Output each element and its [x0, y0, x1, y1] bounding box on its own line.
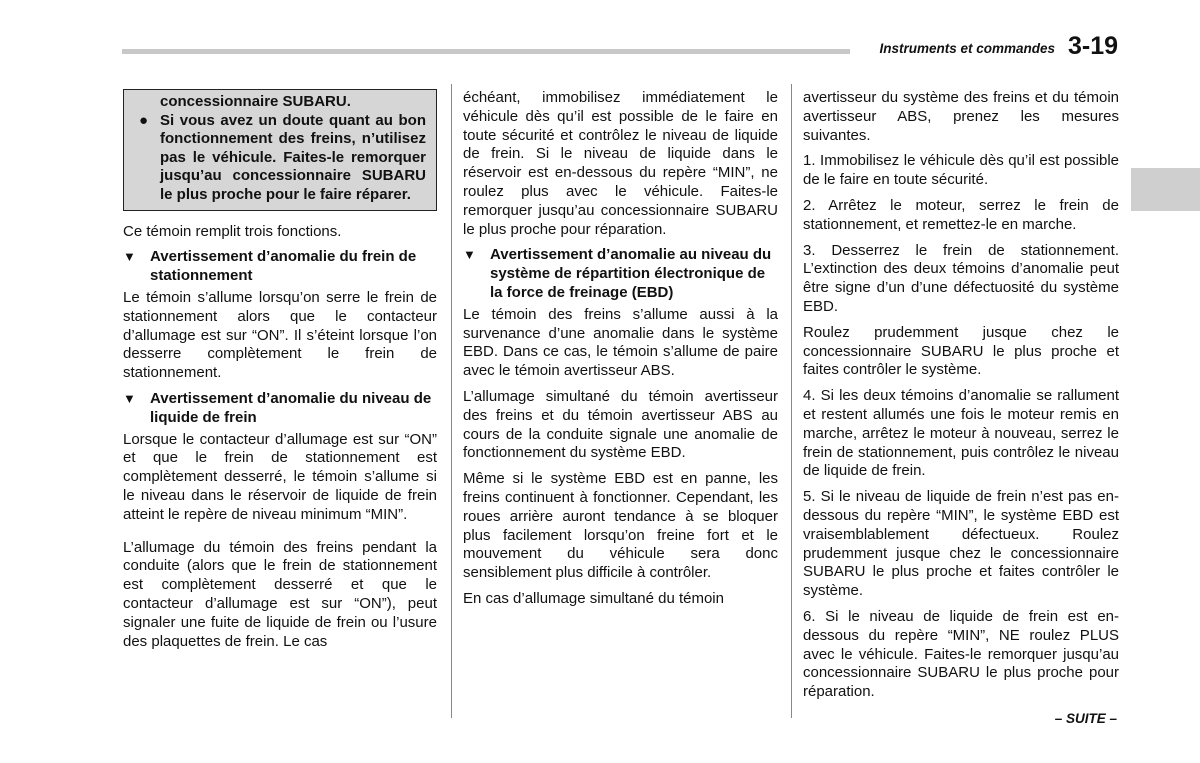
- step-3: 3. Desserrez le frein de stationnement. L’extinction des deux témoins d’anomalie peut être signe d’un d’une défectuosité du système EBD.: [803, 241, 1119, 315]
- heading-text: Avertissement d’anomalie du niveau de liquide de frein: [150, 389, 432, 426]
- column-2: [463, 89, 778, 609]
- paragraph: Lorsque le contacteur d’allumage est sur “ON” et que le frein de stationnement est complètement desserré, le témoin s’allume si le niveau dans le réservoir de liquide de frein atteint le repère de niveau minimum “MIN”.: [123, 430, 437, 523]
- intro-paragraph: Ce témoin remplit trois fonctions.: [123, 222, 342, 240]
- paragraph: L’allumage du témoin des freins pendant la conduite (alors que le frein de stationnement est complètement desserré et que le contacteur d’allumage est sur “ON”), peut signaler une fuite de liquide de frein ou l’usure des plaquettes de frein. Le cas: [123, 538, 437, 650]
- paragraph: Le témoin des freins s’allume aussi à la survenance d’une anomalie dans le système EBD. Dans ce cas, le témoin s’allume de paire avec le témoin avertisseur ABS.: [463, 305, 778, 380]
- heading-text: Avertissement d’anomalie au niveau du système de répartition électronique de la force de freinage (EBD): [490, 246, 772, 301]
- column-3: [803, 89, 1119, 702]
- section-heading: [123, 390, 437, 428]
- column-1: [123, 89, 437, 651]
- page-number: 3-19: [1068, 32, 1119, 60]
- step-6: 6. Si le niveau de liquide de frein est en-dessous du repère “MIN”, NE roulez PLUS avec le véhicule. Faites-le remorquer jusqu’au concessionnaire SUBARU le plus proche pour réparation.: [803, 607, 1119, 701]
- column-divider: [451, 84, 452, 718]
- header-rule: [122, 49, 850, 54]
- step-3-note: Roulez prudemment jusque chez le concessionnaire SUBARU le plus proche et faites contrôler le système.: [803, 323, 1119, 379]
- triangle-icon: ▼: [463, 247, 476, 263]
- column-divider: [791, 84, 792, 718]
- step-1: 1. Immobilisez le véhicule dès qu’il est possible de le faire en toute sécurité.: [803, 152, 1119, 189]
- continued-marker: – SUITE –: [1054, 711, 1117, 726]
- bullet-icon: ●: [139, 111, 149, 129]
- step-4: 4. Si les deux témoins d’anomalie se rallument et restent allumés une fois le moteur remis en marche, arrêtez le moteur à nouveau, serrez le frein de stationnement, puis contrôlez le niveau de liquide de frein.: [803, 387, 1119, 480]
- warning-box: [123, 89, 437, 211]
- paragraph: L’allumage simultané du témoin avertisseur des freins et du témoin avertisseur ABS au cours de la conduite signale une anomalie de fonctionnement du système EBD.: [463, 387, 778, 462]
- chapter-tab: [1131, 168, 1200, 211]
- section-heading: [463, 246, 778, 302]
- triangle-icon: ▼: [123, 249, 136, 265]
- section-heading: [123, 248, 437, 286]
- warning-text: Si vous avez un doute quant au bon fonctionnement des freins, n’utilisez pas le véhicule. Faites-le remorquer jusqu’au concessionnaire SUBARU le plus proche pour le faire réparer.: [160, 111, 426, 203]
- paragraph: échéant, immobilisez immédiatement le véhicule dès qu’il est possible de le faire en toute sécurité et contrôlez le niveau de liquide de frein. Si le niveau de liquide dans le réservoir est en-dessous du repère “MIN”, ne roulez plus avec le véhicule. Faites-le remorquer jusqu’au concessionnaire SUBARU le plus proche pour réparation.: [463, 89, 778, 238]
- paragraph: avertisseur du système des freins et du témoin avertisseur ABS, prenez les mesures suivantes.: [803, 89, 1119, 144]
- paragraph: Même si le système EBD est en panne, les freins continuent à fonctionner. Cependant, les roues arrière auront tendance à se bloquer plus facilement lorsqu’on freine fort et le mouvement du véhicule sera donc sensiblement plus difficile à contrôler.: [463, 470, 778, 582]
- triangle-icon: ▼: [123, 390, 136, 406]
- warning-continuation: concessionnaire SUBARU.: [160, 93, 351, 110]
- step-5: 5. Si le niveau de liquide de frein n’est pas en-dessous du repère “MIN”, le système EBD est vraisemblablement défectueux. Roulez prudemment jusque chez le concessionnaire SUBARU le plus proche et faites contrôler le système.: [803, 488, 1119, 600]
- paragraph: En cas d’allumage simultané du témoin: [463, 589, 724, 607]
- section-title: Instruments et commandes: [879, 41, 1055, 56]
- heading-text: Avertissement d’anomalie du frein de stationnement: [150, 248, 417, 285]
- warning-bullet: [134, 112, 426, 205]
- step-2: 2. Arrêtez le moteur, serrez le frein de stationnement, et remettez-le en marche.: [803, 196, 1119, 233]
- paragraph: Le témoin s’allume lorsqu’on serre le frein de stationnement alors que le contacteur d’allumage est sur “ON”. Il s’éteint lorsque l’on desserre complètement le frein de stationnement.: [123, 288, 437, 382]
